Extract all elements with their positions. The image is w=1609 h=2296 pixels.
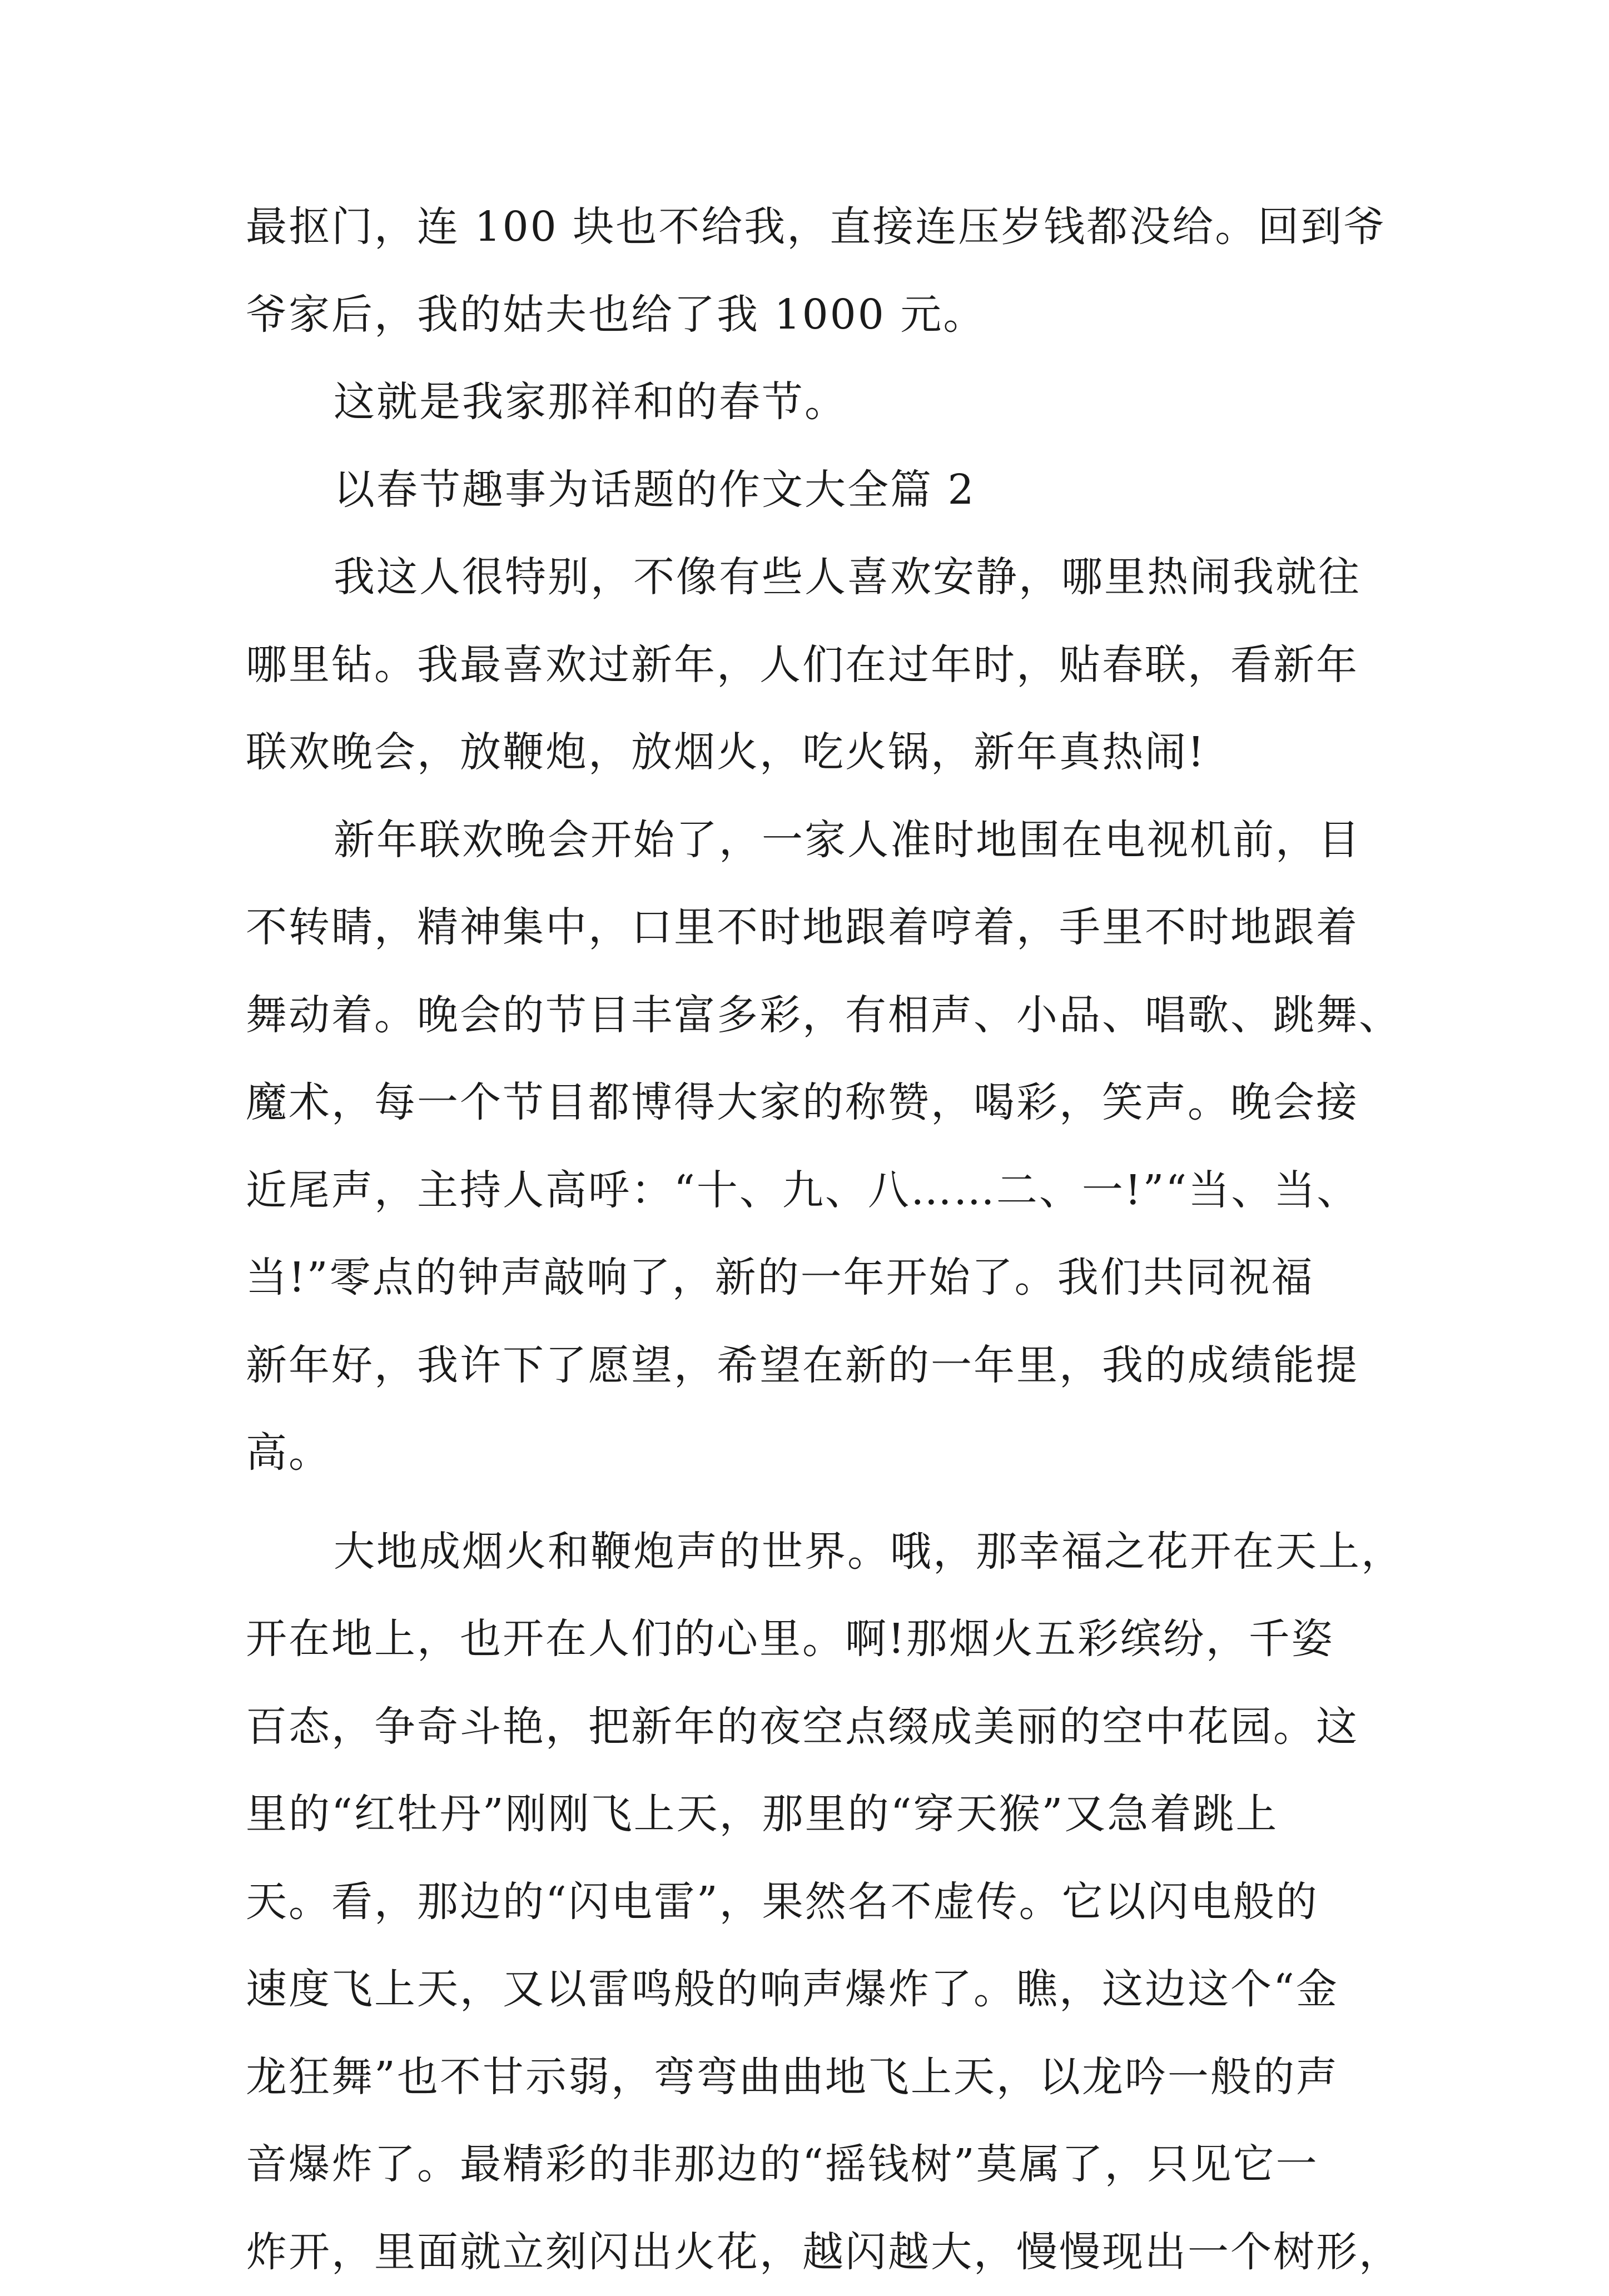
text-line: 里的“红牡丹”刚刚飞上天，那里的“穿天猴”又急着跳上 xyxy=(246,1771,1380,1858)
text-line: 天。看，那边的“闪电雷”，果然名不虚传。它以闪电般的 xyxy=(246,1858,1380,1946)
text-line: 开在地上，也开在人们的心里。啊!那烟火五彩缤纷，千姿 xyxy=(246,1596,1380,1683)
paragraph xyxy=(246,797,1380,1497)
paragraph xyxy=(246,534,1380,797)
text-line: 爷家后，我的姑夫也给了我 1000 元。 xyxy=(246,271,1380,359)
text-line: 速度飞上天，又以雷鸣般的响声爆炸了。瞧，这边这个“金 xyxy=(246,1946,1380,2034)
text-line: 我这人很特别，不像有些人喜欢安静，哪里热闹我就往 xyxy=(246,534,1380,622)
text-line: 音爆炸了。最精彩的非那边的“摇钱树”莫属了，只见它一 xyxy=(246,2121,1380,2209)
text-line: 百态，争奇斗艳，把新年的夜空点缀成美丽的空中花园。这 xyxy=(246,1683,1380,1771)
text-line: 龙狂舞”也不甘示弱，弯弯曲曲地飞上天，以龙吟一般的声 xyxy=(246,2034,1380,2121)
text-line: 联欢晚会，放鞭炮，放烟火，吃火锅，新年真热闹! xyxy=(246,709,1380,797)
text-line: 炸开，里面就立刻闪出火花，越闪越大，慢慢现出一个树形， xyxy=(246,2209,1380,2296)
text-line: 大地成烟火和鞭炮声的世界。哦，那幸福之花开在天上， xyxy=(246,1508,1380,1596)
document-body xyxy=(246,183,1380,2296)
text-line: 新年联欢晚会开始了，一家人准时地围在电视机前，目 xyxy=(246,797,1380,884)
text-line: 这就是我家那祥和的春节。 xyxy=(246,359,1380,446)
text-line: 不转睛，精神集中，口里不时地跟着哼着，手里不时地跟着 xyxy=(246,884,1380,972)
heading-text: 以春节趣事为话题的作文大全篇 2 xyxy=(246,446,1380,534)
paragraph xyxy=(246,183,1380,359)
paragraph xyxy=(246,359,1380,446)
text-line: 魔术，每一个节目都博得大家的称赞，喝彩，笑声。晚会接 xyxy=(246,1059,1380,1147)
text-line: 最抠门，连 100 块也不给我，直接连压岁钱都没给。回到爷 xyxy=(246,183,1380,271)
paragraph-spacer xyxy=(246,1497,1380,1508)
text-line: 哪里钻。我最喜欢过新年，人们在过年时，贴春联，看新年 xyxy=(246,622,1380,709)
paragraph xyxy=(246,1508,1380,2296)
text-line: 舞动着。晚会的节目丰富多彩，有相声、小品、唱歌、跳舞、 xyxy=(246,972,1380,1060)
text-line: 当!”零点的钟声敲响了，新的一年开始了。我们共同祝福 xyxy=(246,1234,1380,1322)
section-heading xyxy=(246,446,1380,534)
text-line: 近尾声，主持人高呼：“十、九、八……二、一!”“当、当、 xyxy=(246,1147,1380,1235)
text-line: 高。 xyxy=(246,1409,1380,1497)
text-line: 新年好，我许下了愿望，希望在新的一年里，我的成绩能提 xyxy=(246,1322,1380,1410)
